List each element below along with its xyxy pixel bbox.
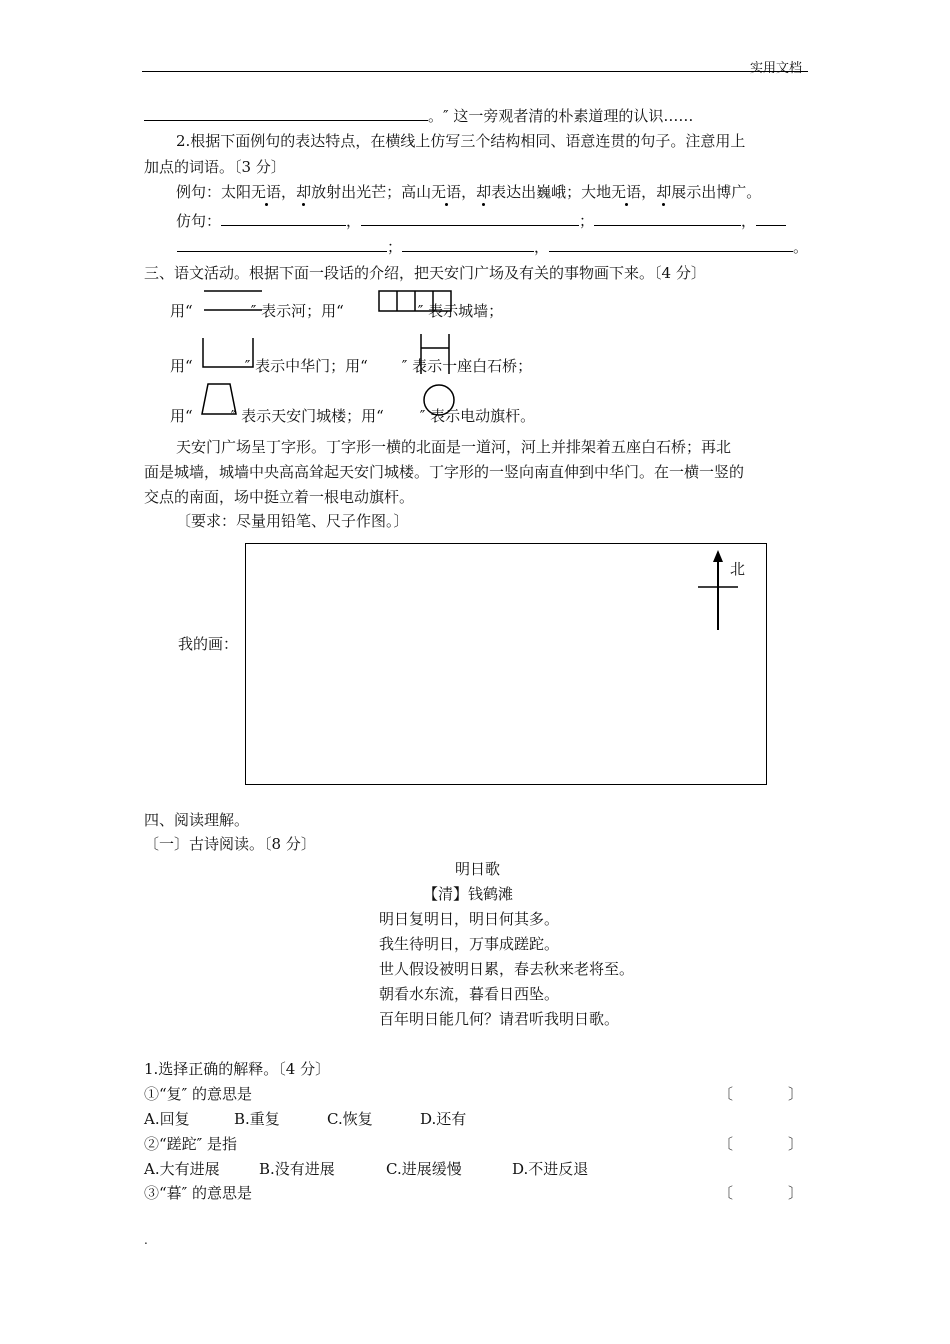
poem-title: 明日歌 — [455, 860, 501, 878]
imitate-blank-2[interactable] — [361, 211, 579, 226]
requirement: 〔要求：尽量用铅笔、尺子作图。〕 — [176, 512, 409, 530]
imitate-line2: ； ， 。 — [177, 236, 808, 257]
imitate-line1: 仿句： ， ； ， — [176, 210, 786, 231]
imitate-blank-3[interactable] — [594, 211, 741, 226]
answer-paren-open[interactable]: 〔 — [718, 1184, 734, 1202]
section3-title: 三、语文活动。根据下面一段话的介绍，把天安门广场及有关的事物画下来。〔4 分〕 — [144, 264, 706, 282]
poem-line: 明日复明日，明日何其多。 — [379, 910, 560, 928]
poem-line: 世人假设被明日累，春去秋来老将至。 — [379, 960, 635, 978]
symbol-row-1: 用“ ″ 表示河；用“ ″ 表示城墙； — [170, 302, 504, 320]
drawing-canvas[interactable] — [245, 543, 767, 785]
item-1-question: ①“复″ 的意思是 — [144, 1085, 253, 1103]
answer-paren-open[interactable]: 〔 — [718, 1085, 734, 1103]
answer-paren-open[interactable]: 〔 — [718, 1135, 734, 1153]
item-1-option[interactable]: A.回复 — [144, 1110, 190, 1128]
q2-line1: 2.根据下面例句的表达特点，在横线上仿写三个结构相同、语意连贯的句子。注意用上 — [176, 132, 746, 150]
item-2-option[interactable]: A.大有进展 — [144, 1160, 220, 1178]
river-symbol — [202, 288, 264, 314]
bridge-symbol — [417, 332, 453, 376]
section4-sub1: 〔一〕古诗阅读。〔8 分〕 — [144, 835, 316, 853]
item-2-option[interactable]: B.没有进展 — [259, 1160, 335, 1178]
wall-symbol — [378, 290, 454, 314]
imitate-blank-6[interactable] — [402, 237, 534, 252]
question-1: 1.选择正确的解释。〔4 分〕 — [144, 1060, 331, 1078]
header-rule — [142, 71, 808, 72]
poem-author: 【清】钱鹤滩 — [423, 885, 514, 903]
description-para-1: 天安门广场呈丁字形。丁字形一横的北面是一道河，河上并排架着五座白石桥；再北 — [176, 438, 732, 456]
imitate-blank-1[interactable] — [221, 211, 346, 226]
header-label: 实用文档 — [750, 61, 803, 76]
section4-title: 四、阅读理解。 — [144, 811, 250, 829]
my-drawing-label: 我的画： — [178, 635, 239, 653]
description-para-2: 面是城墙，城墙中央高高耸起天安门城楼。丁字形的一竖向南直伸到中华门。在一横一竖的 — [144, 463, 745, 481]
poem-line: 我生待明日，万事成蹉跎。 — [379, 935, 560, 953]
symbol-row-3: 用“ ″ 表示天安门城楼；用“ ″ 表示电动旗杆。 — [170, 407, 536, 425]
description-para-3: 交点的南面，场中挺立着一根电动旗杆。 — [144, 488, 415, 506]
item-2-question: ②“蹉跎″ 是指 — [144, 1135, 238, 1153]
imitate-blank-4[interactable] — [756, 211, 786, 226]
q2-line2: 加点的词语。〔3 分〕 — [144, 158, 286, 176]
answer-paren-close[interactable]: 〕 — [788, 1085, 804, 1103]
poem-line: 百年明日能几何？请君听我明日歌。 — [379, 1010, 620, 1028]
answer-blank[interactable] — [144, 106, 428, 121]
item-2-option[interactable]: D.不进反退 — [512, 1160, 589, 1178]
answer-paren-close[interactable]: 〕 — [788, 1184, 804, 1202]
item-1-option[interactable]: D.还有 — [420, 1110, 467, 1128]
gate-symbol — [200, 336, 256, 370]
answer-paren-close[interactable]: 〕 — [788, 1135, 804, 1153]
item-2-option[interactable]: C.进展缓慢 — [386, 1160, 462, 1178]
imitate-blank-7[interactable] — [549, 237, 793, 252]
pole-symbol — [420, 382, 458, 418]
item-1-option[interactable]: B.重复 — [234, 1110, 280, 1128]
footer-mark: . — [144, 1233, 148, 1247]
example-sentence: 例句：太阳无语，却放射出光芒；高山无语，却表达出巍峨；大地无语，却展示出博广。 — [176, 183, 762, 201]
imitate-blank-5[interactable] — [177, 237, 387, 252]
continuation-line: 。″ 这一旁观者清的朴素道理的认识…… — [144, 105, 693, 126]
symbol-row-2: 用“ ″ 表示中华门；用“ ″ 表示一座白石桥； — [170, 357, 533, 375]
poem-line: 朝看水东流，暮看日西坠。 — [379, 985, 560, 1003]
north-label: 北 — [730, 560, 746, 578]
item-3-question: ③“暮″ 的意思是 — [144, 1184, 253, 1202]
tower-symbol — [200, 382, 240, 416]
item-1-option[interactable]: C.恢复 — [327, 1110, 373, 1128]
